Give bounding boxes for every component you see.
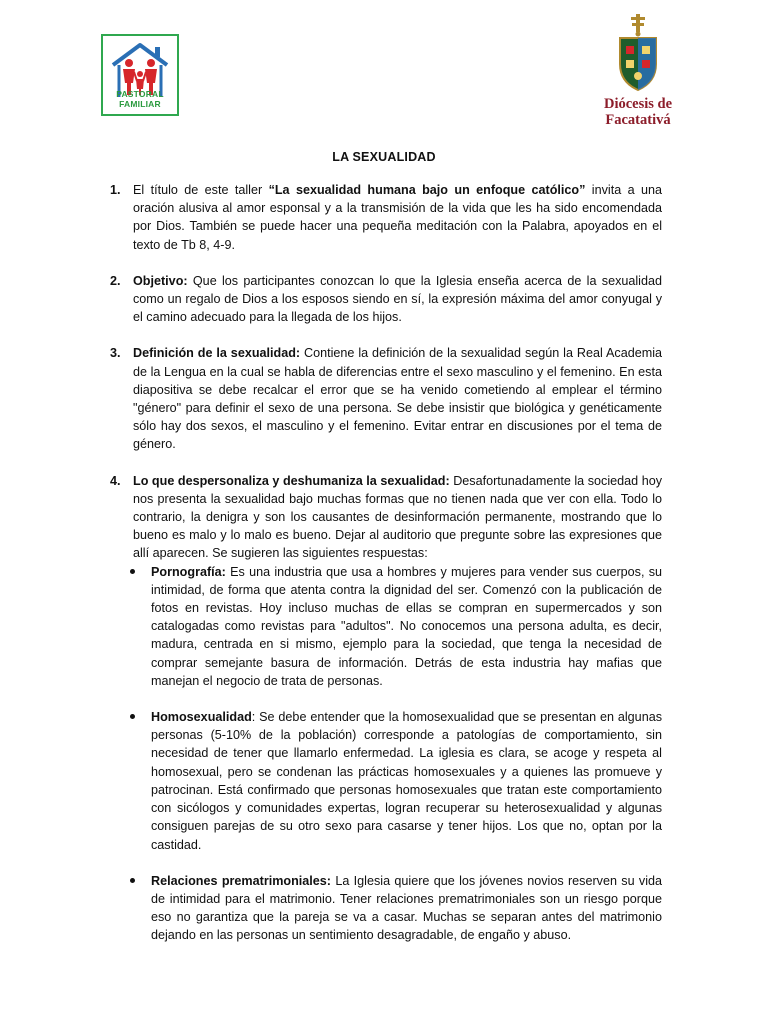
bullet-text: Es una industria que usa a hombres y mujeres para vender sus cuerpos, su intimidad, de forma que atenta contra la dignidad del ser. Comenzó con la publicación de fotos en revistas. Hoy incluso muchas de ellas se compran en supermercados y son catalogadas como revistas para "adultos". No conocemos una persona adulta, es decir, madura, centrada en si mismo, ejemplo para la sociedad, que tenga la necesidad de comprar semejante basura de información. Detrás de esta industria hay mafias que manejan el negocio de trata de personas. [151, 564, 662, 688]
list-item [110, 344, 662, 453]
item-heading: Objetivo: [133, 273, 188, 288]
diocese-logo [598, 14, 678, 126]
bullet-item [130, 708, 662, 854]
bullet-item [130, 872, 662, 945]
bullet-dot-icon [130, 878, 135, 883]
document-body [110, 181, 662, 963]
bullet-heading: Homosexualidad [151, 710, 252, 725]
item-heading: Lo que despersonaliza y deshumaniza la sexualidad: [133, 473, 450, 488]
bullet-item [130, 563, 662, 690]
document-title: LA SEXUALIDAD [332, 150, 436, 164]
pastoral-familiar-logo [101, 34, 179, 116]
diocese-shield-icon [616, 14, 660, 94]
item-text: invita a una oración alusiva al amor esponsal y a la transmisión de la vida que les ha sido encomendada por Dios. También se puede hacer una pequeña meditación con la Palabra, apoyados en el texto de Tb 8, 4-9. [133, 183, 662, 252]
bullet-dot-icon [130, 714, 135, 719]
bullet-heading: Pornografía: [151, 564, 226, 579]
item-text: Desafortunadamente la sociedad hoy nos presenta la sexualidad bajo muchas formas que no tienen nada que ver con ella. Todo lo contrario, la denigra y son los causantes de desinformación permanente, mostrando que lo bueno es malo y lo malo es bueno. Dejar al auditorio que pregunte sobre las expresiones que allí aparecen. Se sugieren las siguientes respuestas: [133, 473, 662, 561]
list-item [110, 472, 662, 563]
bullet-dot-icon [130, 569, 135, 574]
bullet-list [110, 563, 662, 945]
bullet-text: : Se debe entender que la homosexualidad que se presentan en algunas personas (5-10% de la población) corresponde a patologías de comportamiento, sin necesidad de tener que llamarlo enfermedad. La iglesia es clara, se acoge y respeta al homosexual, pero se condenan las prácticas homosexuales y a quienes las promueve y patrocinan. Está confirmado que personas homosexuales que tratan este comportamiento con sicólogos y comunidades expertas, logran recuperar su heterosexualidad y algunas consiguen parejas de su otro sexo para casarse y tener hijos. Los que no, optan por la castidad. [151, 710, 662, 852]
item-heading: “La sexualidad humana bajo un enfoque católico” [268, 183, 586, 197]
item-number: 1. [110, 183, 121, 197]
item-number: 2. [110, 273, 121, 288]
list-item [110, 181, 662, 254]
item-heading: Definición de la sexualidad: [133, 346, 301, 361]
item-number: 3. [110, 346, 121, 361]
bullet-text: La Iglesia quiere que los jóvenes novios reserven su vida de intimidad para el matrimonio. Tener relaciones prematrimoniales son un riesgo porque eso no garantiza que la pareja se va a casar. Muchas se separan antes del matrimonio dejando en las personas un sentimiento desagradable, de engaño y abuso. [151, 873, 663, 943]
diocese-logo-line1: Diócesis de [603, 96, 673, 112]
item-number: 4. [110, 473, 121, 488]
diocese-logo-line2: Facatativá [605, 112, 671, 128]
item-text: Que los participantes conozcan lo que la Iglesia enseña acerca de la sexualidad como un regalo de Dios a los esposos siendo en sí, la expresión máxima del amor conyugal y el camino adecuado para la llegada de los hijos. [133, 273, 662, 325]
bullet-heading: Relaciones prematrimoniales: [151, 873, 332, 888]
diocese-logo-text [598, 96, 678, 128]
pastoral-familiar-logo-text: PASTORAL FAMILIAR [116, 89, 164, 109]
item-prefix: El título de este taller [133, 183, 269, 197]
item-text: Contiene la definición de la sexualidad según la Real Academia de la Lengua en la cual se habla de diferencias entre el sexo masculino y el femenino. En esta diapositiva se debe recalcar el error que se ha venido cometiendo al emplear el término "género" para definir el sexo de una persona. Se debe insistir que biológica y genéticamente sólo hay dos sexos, el masculino y el femenino. Evitar entrar en discusiones por el tema de género. [133, 346, 663, 452]
list-item [110, 272, 662, 327]
